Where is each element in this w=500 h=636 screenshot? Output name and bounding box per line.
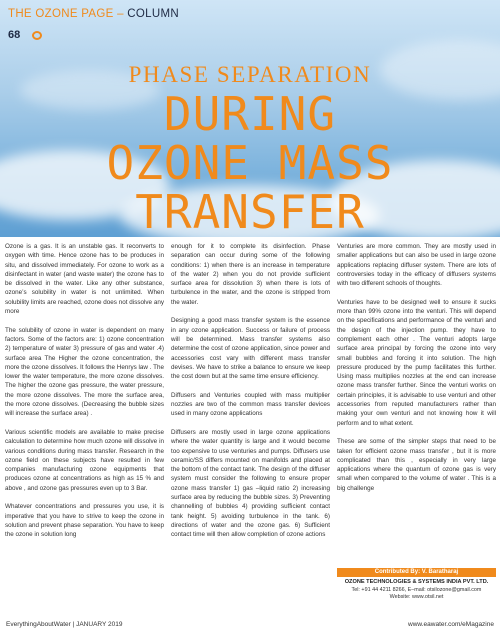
paragraph: Diffusers and Venturies coupled with mass multiplier nozzles are two of the common mass transfer devices used in many ozone applications [171, 391, 330, 418]
footer-publication: EverythingAboutWater | JANUARY 2019 [6, 621, 123, 628]
headline-line-3: TRANSFER [135, 185, 365, 239]
paragraph: Ozone is a gas. It is an unstable gas. It reconverts to oxygen with time. Hence ozone has to be produces in situ, and dissolved immediately. For ozone to work as a disinfectant in water (and waste water) the ozone has to be dissolved in the water. Like any other substance, ozone’s solubility in water is not unlimited. When solubility limits are reached, ozone does not dissolve any more [5, 243, 164, 316]
headline-line-1: DURING [163, 87, 337, 141]
paragraph: Venturies have to be designed well to ensure it sucks more than 99% ozone into the venturi. This will depend on the specifications and performance of the venturi and the design of the injection pump. they have to complement each other . The venturi adopts large surface area principal by forcing the ozone into very small bubbles and forcing it into solution. The high pressure produced by the pump facilitates this further. Using mass multiplies nozzles at the end can increase ozone mass transfer further. Since the venturi works on certain principles, it is advisable to use venturi and other accessories from reputed manufacturers rather than making your own venturi and not knowing how it will perform and to what extent. [337, 298, 496, 427]
contributor-website: Website: www.otsil.net [389, 594, 444, 600]
paragraph: These are some of the simpler steps that need to be taken for efficient ozone mass transfer , but it is more complicated than this , especially in very large applications where the quantum of ozone gas is very small when compared to the volume of water . This is a big challenge [337, 438, 496, 492]
article-column-3 [337, 242, 496, 502]
paragraph: The solubility of ozone in water is dependent on many factors. Some of the factors are: 1) ozone concentration 2) temperature of water 3) pressure of gas and water .4) surface area The Higher the ozone concentration, the more the ozone dissolves. It follows the Henrys law . The lower the water temperature, the more ozone dissolves. The higher the ozone gas pressure, the water pressure, the more ozone dissolves. The more the surface area, the more ozone dissolves. (Decreasing the bubble sizes will increase the surface area) . [5, 326, 164, 418]
section-separator: – [117, 8, 124, 20]
section-header [8, 8, 179, 20]
paragraph: Various scientific models are available to make precise calculation to determine how much ozone will dissolve in various conditions during mass transfer. Research in the ozone field on these subjects have resulted in few companies manufacturing ozone equipments that produces ozone at concentrations as high as 15 % and above , and ozone gas pressures even up to 3 Bar. [5, 428, 164, 492]
contributor-contact: Tel: +91 44 4211 8266, E–mail: otsilozone@gmail.com [351, 586, 482, 593]
contributor-box [337, 568, 496, 602]
section-type: COLUMN [127, 8, 179, 20]
paragraph: Venturies are more common. They are mostly used in smaller applications but can also be used in large ozone applications replacing diffuser system. There are lots of controversies today in the efficacy of diffusers systems with two different schools of thoughts. [337, 243, 496, 288]
article-column-2 [171, 242, 330, 549]
headline-line-2: OZONE MASS [106, 136, 394, 190]
page-number: 68 [8, 29, 21, 41]
paragraph: Whatever concentrations and pressures you use, it is imperative that you have to strive to keep the ozone in solution and prevent phase separation. You have to keep the ozone in solution long [5, 503, 164, 539]
ozone-o-logo-icon [32, 31, 42, 40]
contributor-organization: OZONE TECHNOLOGIES & SYSTEMS INDIA PVT. LTD. [344, 579, 489, 585]
section-brand: THE OZONE PAGE [8, 8, 114, 20]
article-column-1 [5, 242, 164, 549]
paragraph: enough for it to complete its disinfection. Phase separation can occur during some of the following conditions: 1) when there is an increase in temperature of the water 2) when you do not provide sufficient surface area for dissolution 3) when there is lots of turbulence in the water, and the ozone is stripped from the water. [171, 243, 330, 306]
footer-website: www.eawater.com/eMagazine [408, 621, 494, 628]
paragraph: Designing a good mass transfer system is the essence in any ozone application. Success or failure of process will be determined. Mass transfer systems also determine the cost of ozone application, since power and accessories cost vary with different mass transfer devises. We have to strike a balance to ensure we keep the cost down but at the same time ensure efficiency. [171, 317, 330, 381]
paragraph: Diffusers are mostly used in large ozone applications where the water quantity is large and it would become too expensive to use venturies and pumps. Diffusers use ceramic/SS differs mounted on manifolds and placed at the bottom of the contact tank. The design of the diffuser system must consider the following to ensure proper ozone mass transfer 1) gas –liquid ratio 2) increasing surface area by reducing the bubble sizes. 3) Preventing channelling of bubbles 4) providing sufficient contact tank height. 5) avoiding turbulence in the tank. 6) directions of water and the ozone gas. 6) Sufficient contact time will then allow completion of ozone actions [171, 428, 330, 539]
article-kicker: PHASE SEPARATION [128, 62, 372, 87]
contributor-heading: Contributed By: V. Baratharaj [337, 568, 496, 577]
